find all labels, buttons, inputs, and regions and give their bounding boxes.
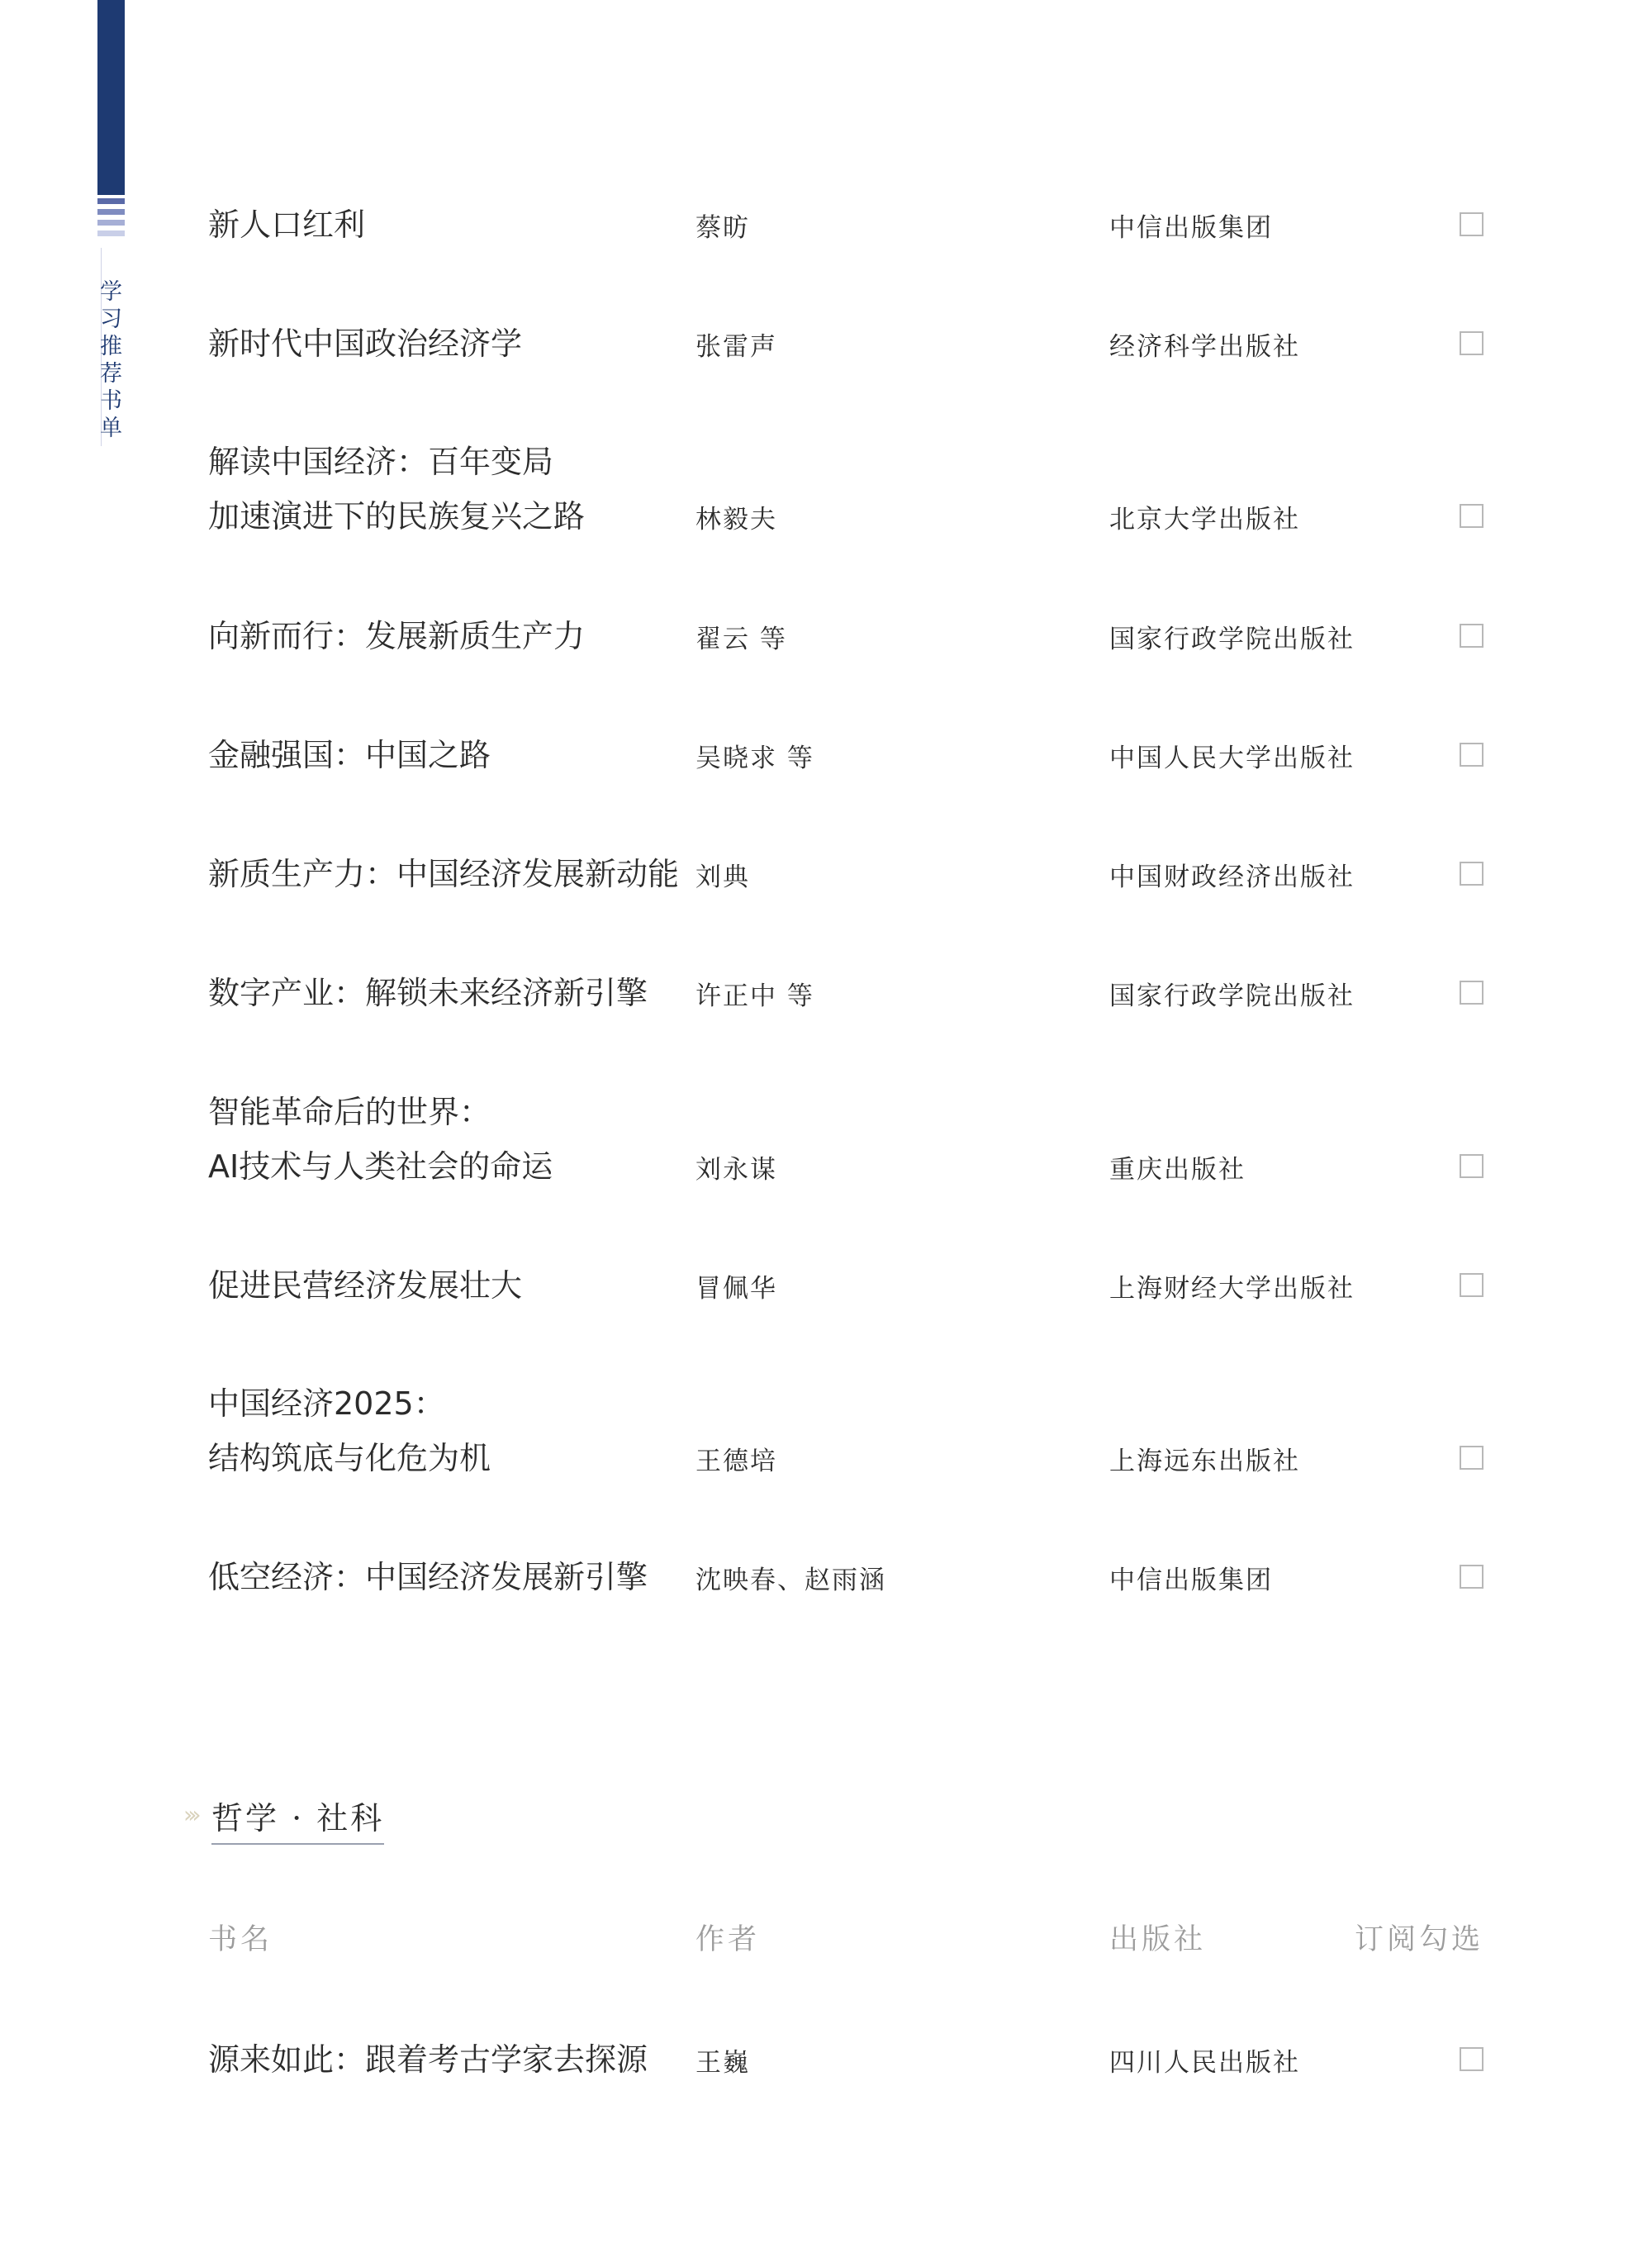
book-title-line: 金融强国：中国之路 (208, 737, 491, 773)
book-title-line: AI技术与人类社会的命运 (208, 1148, 553, 1185)
side-tab-bar (97, 0, 125, 195)
book-publisher: 中国财政经济出版社 (1109, 862, 1355, 892)
book-title-line: 智能革命后的世界： (208, 1094, 491, 1130)
book-publisher: 国家行政学院出版社 (1109, 981, 1355, 1011)
book-title (208, 1085, 695, 1194)
book-title-line: 解读中国经济：百年变局 (208, 444, 554, 480)
book-title-line: 源来如此：跟着考古学家去探源 (208, 2041, 648, 2078)
book-publisher: 国家行政学院出版社 (1109, 625, 1355, 654)
book-title (208, 609, 695, 663)
book-title-line: 新时代中国政治经济学 (208, 325, 523, 362)
book-title (208, 1550, 695, 1604)
side-tab-label: 学习推荐书单 (96, 279, 121, 443)
book-title-line: 向新而行：发展新质生产力 (208, 618, 586, 654)
column-header-subscribe: 订阅勾选 (1355, 1923, 1484, 1956)
book-author: 吴晓求 等 (695, 744, 814, 773)
column-header-title: 书名 (208, 1923, 273, 1956)
book-title-line: 新人口红利 (208, 207, 366, 243)
column-header-publisher: 出版社 (1109, 1923, 1207, 1956)
book-author: 许正中 等 (695, 981, 814, 1011)
book-title-line: 促进民营经济发展壮大 (208, 1267, 523, 1304)
column-header-author: 作者 (695, 1923, 761, 1956)
book-title-line: 中国经济2025： (208, 1385, 445, 1422)
subscribe-checkbox[interactable] (1460, 1273, 1483, 1297)
book-title-line: 新质生产力：中国经济发展新动能 (208, 856, 680, 892)
chevrons-icon: ››› (183, 1801, 197, 1828)
book-title (208, 2032, 695, 2087)
book-title-line: 结构筑底与化危为机 (208, 1440, 491, 1476)
book-title (208, 1376, 695, 1485)
side-tab-stripes (97, 198, 125, 241)
book-title (208, 966, 695, 1020)
subscribe-checkbox[interactable] (1460, 1565, 1483, 1589)
subscribe-checkbox[interactable] (1460, 2047, 1483, 2071)
book-author: 王巍 (695, 2048, 750, 2078)
book-title (208, 847, 695, 901)
book-publisher: 上海财经大学出版社 (1109, 1274, 1355, 1304)
book-title (208, 1258, 695, 1313)
book-publisher: 中信出版集团 (1109, 213, 1273, 243)
book-author: 林毅夫 (695, 505, 777, 535)
book-title (208, 316, 695, 371)
book-author: 冒佩华 (695, 1274, 777, 1304)
subscribe-checkbox[interactable] (1460, 1446, 1483, 1470)
subscribe-checkbox[interactable] (1460, 1154, 1483, 1178)
subscribe-checkbox[interactable] (1460, 331, 1483, 355)
subscribe-checkbox[interactable] (1460, 862, 1483, 886)
book-title (208, 197, 695, 252)
book-publisher: 四川人民出版社 (1109, 2048, 1300, 2078)
book-author: 刘典 (695, 862, 750, 892)
subscribe-checkbox[interactable] (1460, 212, 1483, 236)
subscribe-checkbox[interactable] (1460, 743, 1483, 767)
book-author: 王德培 (695, 1447, 777, 1476)
book-title (208, 435, 695, 544)
book-author: 翟云 等 (695, 625, 787, 654)
book-author: 沈映春、赵雨涵 (695, 1566, 886, 1595)
subscribe-checkbox[interactable] (1460, 981, 1483, 1005)
book-author: 刘永谋 (695, 1155, 777, 1185)
book-title-line: 加速演进下的民族复兴之路 (208, 498, 586, 535)
book-author: 张雷声 (695, 332, 777, 362)
book-author: 蔡昉 (695, 213, 750, 243)
book-title-line: 数字产业：解锁未来经济新引擎 (208, 975, 648, 1011)
subscribe-checkbox[interactable] (1460, 504, 1483, 528)
book-publisher: 上海远东出版社 (1109, 1447, 1300, 1476)
book-publisher: 中信出版集团 (1109, 1566, 1273, 1595)
subscribe-checkbox[interactable] (1460, 624, 1483, 648)
book-publisher: 重庆出版社 (1109, 1155, 1246, 1185)
book-title (208, 728, 695, 782)
book-title-line: 低空经济：中国经济发展新引擎 (208, 1559, 648, 1595)
book-publisher: 经济科学出版社 (1109, 332, 1300, 362)
book-publisher: 北京大学出版社 (1109, 505, 1300, 535)
book-publisher: 中国人民大学出版社 (1109, 744, 1355, 773)
section-title: 哲学 · 社科 (211, 1793, 384, 1845)
